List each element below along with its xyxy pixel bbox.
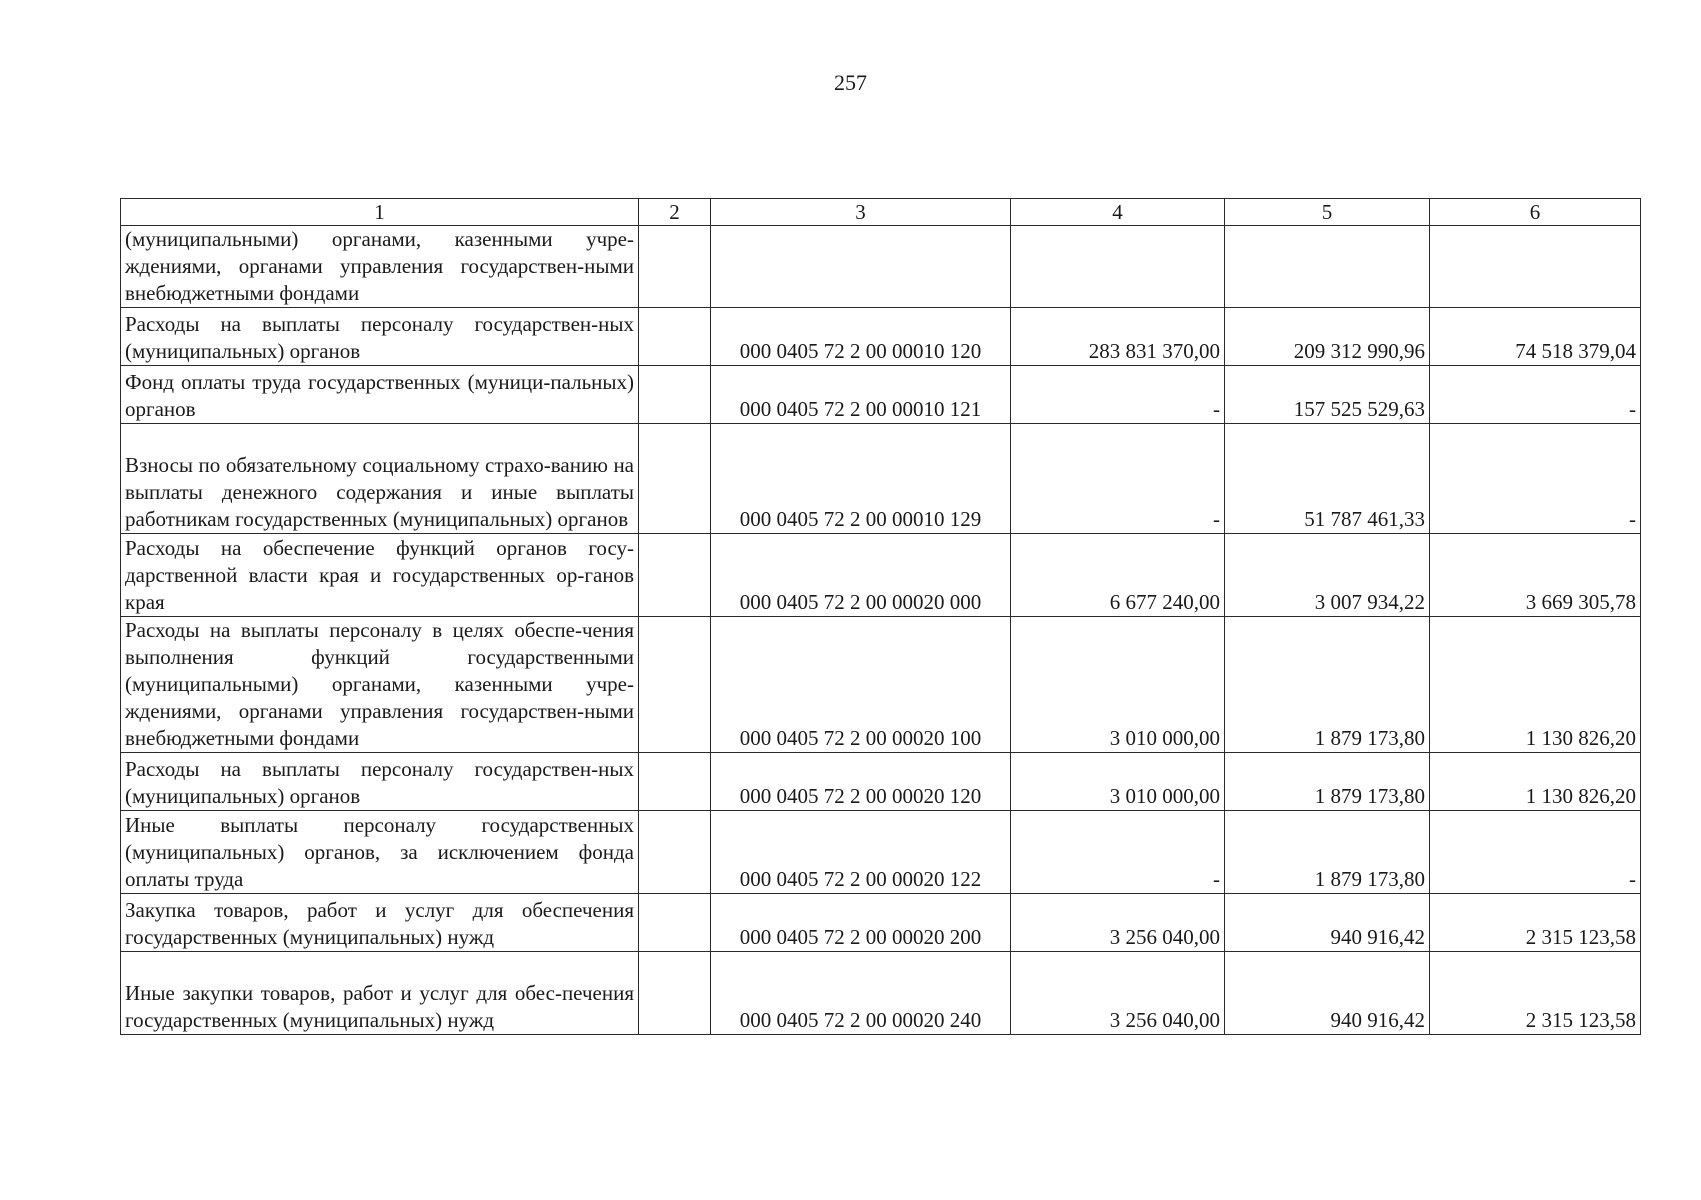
row-col4: 6 677 240,00 bbox=[1011, 534, 1225, 617]
row-name: Взносы по обязательному социальному страхо-ванию на выплаты денежного содержания и иные выплаты работникам государственных (муниципальных) органов bbox=[121, 424, 639, 534]
header-row bbox=[121, 199, 1641, 226]
row-col5: 51 787 461,33 bbox=[1225, 424, 1430, 534]
row-col5 bbox=[1225, 226, 1430, 308]
row-name: Расходы на выплаты персоналу государствен-ных (муниципальных) органов bbox=[121, 753, 639, 811]
row-col5: 1 879 173,80 bbox=[1225, 753, 1430, 811]
row-name: Расходы на выплаты персоналу в целях обеспе-чения выполнения функций государственными (муниципальными) органами, казенными учре-ждениями, органами управления государствен-ными внебюджетными фондами bbox=[121, 617, 639, 753]
table-row bbox=[121, 424, 1641, 534]
row-name: Расходы на выплаты персоналу государствен-ных (муниципальных) органов bbox=[121, 308, 639, 366]
row-col4: 283 831 370,00 bbox=[1011, 308, 1225, 366]
row-name: Фонд оплаты труда государственных (муници-пальных) органов bbox=[121, 366, 639, 424]
row-col2 bbox=[639, 811, 711, 894]
row-col6: - bbox=[1430, 424, 1641, 534]
row-col5: 940 916,42 bbox=[1225, 952, 1430, 1035]
row-name: Иные выплаты персоналу государственных (муниципальных) органов, за исключением фонда оплаты труда bbox=[121, 811, 639, 894]
row-col2 bbox=[639, 424, 711, 534]
row-name: Закупка товаров, работ и услуг для обеспечения государственных (муниципальных) нужд bbox=[121, 894, 639, 952]
row-col4: 3 010 000,00 bbox=[1011, 617, 1225, 753]
row-col6 bbox=[1430, 226, 1641, 308]
row-col5: 1 879 173,80 bbox=[1225, 617, 1430, 753]
row-name: Иные закупки товаров, работ и услуг для обес-печения государственных (муниципальных) нужд bbox=[121, 952, 639, 1035]
row-col5: 3 007 934,22 bbox=[1225, 534, 1430, 617]
row-col4: - bbox=[1011, 811, 1225, 894]
table-row bbox=[121, 952, 1641, 1035]
row-col2 bbox=[639, 366, 711, 424]
column-header-1: 1 bbox=[121, 199, 639, 226]
column-header-4: 4 bbox=[1011, 199, 1225, 226]
row-name: Расходы на обеспечение функций органов госу-дарственной власти края и государственных ор-ганов края bbox=[121, 534, 639, 617]
table-row bbox=[121, 894, 1641, 952]
row-col6: 3 669 305,78 bbox=[1430, 534, 1641, 617]
row-col6: 2 315 123,58 bbox=[1430, 894, 1641, 952]
row-code: 000 0405 72 2 00 00020 240 bbox=[711, 952, 1011, 1035]
row-col5: 209 312 990,96 bbox=[1225, 308, 1430, 366]
table-row bbox=[121, 534, 1641, 617]
row-code: 000 0405 72 2 00 00020 100 bbox=[711, 617, 1011, 753]
row-col4: - bbox=[1011, 366, 1225, 424]
row-code: 000 0405 72 2 00 00010 120 bbox=[711, 308, 1011, 366]
row-col4 bbox=[1011, 226, 1225, 308]
column-header-2: 2 bbox=[639, 199, 711, 226]
row-name: (муниципальными) органами, казенными учре-ждениями, органами управления государствен-ными внебюджетными фондами bbox=[121, 226, 639, 308]
table-row bbox=[121, 366, 1641, 424]
row-col4: 3 256 040,00 bbox=[1011, 952, 1225, 1035]
row-col2 bbox=[639, 308, 711, 366]
row-col6: - bbox=[1430, 366, 1641, 424]
row-col2 bbox=[639, 226, 711, 308]
column-header-5: 5 bbox=[1225, 199, 1430, 226]
row-col5: 157 525 529,63 bbox=[1225, 366, 1430, 424]
row-code: 000 0405 72 2 00 00020 122 bbox=[711, 811, 1011, 894]
row-col2 bbox=[639, 753, 711, 811]
row-col4: - bbox=[1011, 424, 1225, 534]
row-col5: 940 916,42 bbox=[1225, 894, 1430, 952]
row-code: 000 0405 72 2 00 00010 129 bbox=[711, 424, 1011, 534]
budget-table bbox=[120, 198, 1641, 1035]
row-code: 000 0405 72 2 00 00020 120 bbox=[711, 753, 1011, 811]
row-col6: 1 130 826,20 bbox=[1430, 617, 1641, 753]
table-row bbox=[121, 753, 1641, 811]
row-col2 bbox=[639, 534, 711, 617]
row-col2 bbox=[639, 952, 711, 1035]
table-row bbox=[121, 811, 1641, 894]
row-code: 000 0405 72 2 00 00020 200 bbox=[711, 894, 1011, 952]
page-number: 257 bbox=[834, 70, 867, 95]
row-col4: 3 010 000,00 bbox=[1011, 753, 1225, 811]
table-row bbox=[121, 226, 1641, 308]
column-header-3: 3 bbox=[711, 199, 1011, 226]
row-col4: 3 256 040,00 bbox=[1011, 894, 1225, 952]
row-col6: 1 130 826,20 bbox=[1430, 753, 1641, 811]
row-code bbox=[711, 226, 1011, 308]
row-col2 bbox=[639, 894, 711, 952]
table-row bbox=[121, 308, 1641, 366]
row-code: 000 0405 72 2 00 00010 121 bbox=[711, 366, 1011, 424]
column-header-6: 6 bbox=[1430, 199, 1641, 226]
row-col5: 1 879 173,80 bbox=[1225, 811, 1430, 894]
row-col6: 74 518 379,04 bbox=[1430, 308, 1641, 366]
row-col6: - bbox=[1430, 811, 1641, 894]
row-code: 000 0405 72 2 00 00020 000 bbox=[711, 534, 1011, 617]
table-row bbox=[121, 617, 1641, 753]
row-col6: 2 315 123,58 bbox=[1430, 952, 1641, 1035]
row-col2 bbox=[639, 617, 711, 753]
